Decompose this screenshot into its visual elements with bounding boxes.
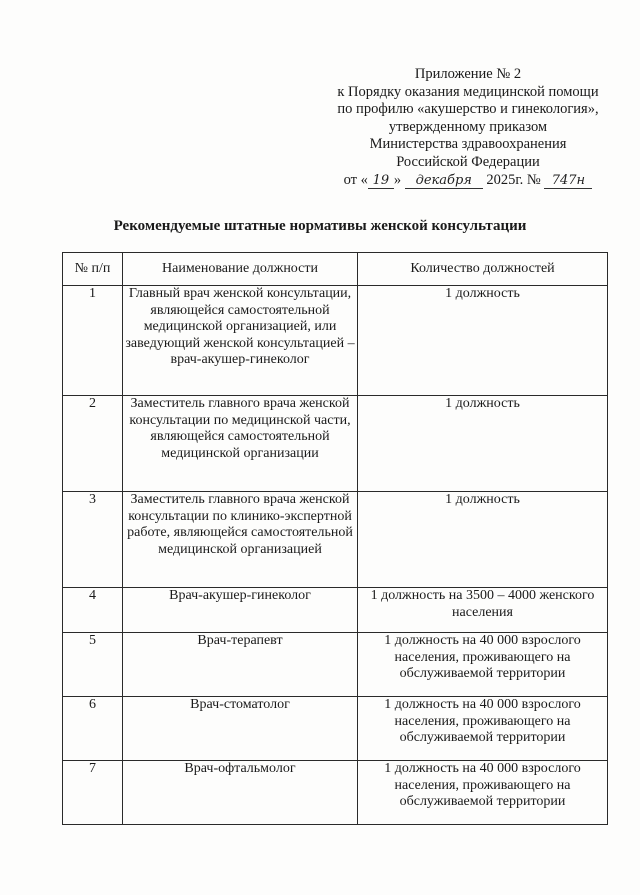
appendix-header <box>318 66 618 189</box>
row-number: 2 <box>63 396 123 492</box>
position-name: Главный врач женской консультации, являющейся самостоятельной медицинской организацией, или заведующий женской консультацией – врач-акушер-гинеколог <box>123 286 358 396</box>
position-quantity: 1 должность <box>358 396 608 492</box>
position-quantity: 1 должность <box>358 286 608 396</box>
position-quantity: 1 должность на 3500 – 4000 женского населения <box>358 588 608 633</box>
position-quantity: 1 должность на 40 000 взрослого населения, проживающего на обслуживаемой территории <box>358 761 608 825</box>
date-quote-close: » <box>393 171 402 188</box>
column-header-number: № п/п <box>63 253 123 286</box>
table-row <box>63 492 608 588</box>
table-row <box>63 588 608 633</box>
table-row <box>63 286 608 396</box>
column-header-quantity: Количество должностей <box>358 253 608 286</box>
position-name: Врач-стоматолог <box>123 697 358 761</box>
header-line: Министерства здравоохранения <box>369 136 567 153</box>
table-row <box>63 396 608 492</box>
position-quantity: 1 должность на 40 000 взрослого населения, проживающего на обслуживаемой территории <box>358 697 608 761</box>
table-row <box>63 633 608 697</box>
position-name: Врач-терапевт <box>123 633 358 697</box>
position-quantity: 1 должность на 40 000 взрослого населения, проживающего на обслуживаемой территории <box>358 633 608 697</box>
order-date-line <box>318 172 618 190</box>
date-year: 2025 <box>486 171 516 188</box>
position-name: Врач-акушер-гинеколог <box>123 588 358 633</box>
row-number: 3 <box>63 492 123 588</box>
handwritten-day: 19 <box>368 174 394 189</box>
header-line: утвержденному приказом <box>388 118 548 135</box>
row-number: 5 <box>63 633 123 697</box>
document-title: Рекомендуемые штатные нормативы женской консультации <box>113 218 527 234</box>
table-header-row <box>63 253 608 286</box>
table-row <box>63 761 608 825</box>
row-number: 4 <box>63 588 123 633</box>
column-header-position: Наименование должности <box>123 253 358 286</box>
header-line: по профилю «акушерство и гинекология», <box>337 101 599 118</box>
header-line: к Порядку оказания медицинской помощи <box>337 83 599 100</box>
header-line: Российской Федерации <box>396 153 540 170</box>
table-row <box>63 697 608 761</box>
handwritten-order-number: 747н <box>544 174 592 189</box>
position-name: Врач-офтальмолог <box>123 761 358 825</box>
position-quantity: 1 должность <box>358 492 608 588</box>
position-name: Заместитель главного врача женской консультации по клинико-экспертной работе, являющейся самостоятельной медицинской организацией <box>123 492 358 588</box>
row-number: 7 <box>63 761 123 825</box>
position-name: Заместитель главного врача женской консультации по медицинской части, являющейся самостоятельной медицинской организации <box>123 396 358 492</box>
date-year-suffix: г. № <box>515 171 541 188</box>
row-number: 6 <box>63 697 123 761</box>
date-prefix: от « <box>343 171 368 188</box>
row-number: 1 <box>63 286 123 396</box>
staffing-table <box>62 252 608 825</box>
appendix-number: Приложение № 2 <box>414 66 522 82</box>
handwritten-month: декабря <box>405 174 483 189</box>
